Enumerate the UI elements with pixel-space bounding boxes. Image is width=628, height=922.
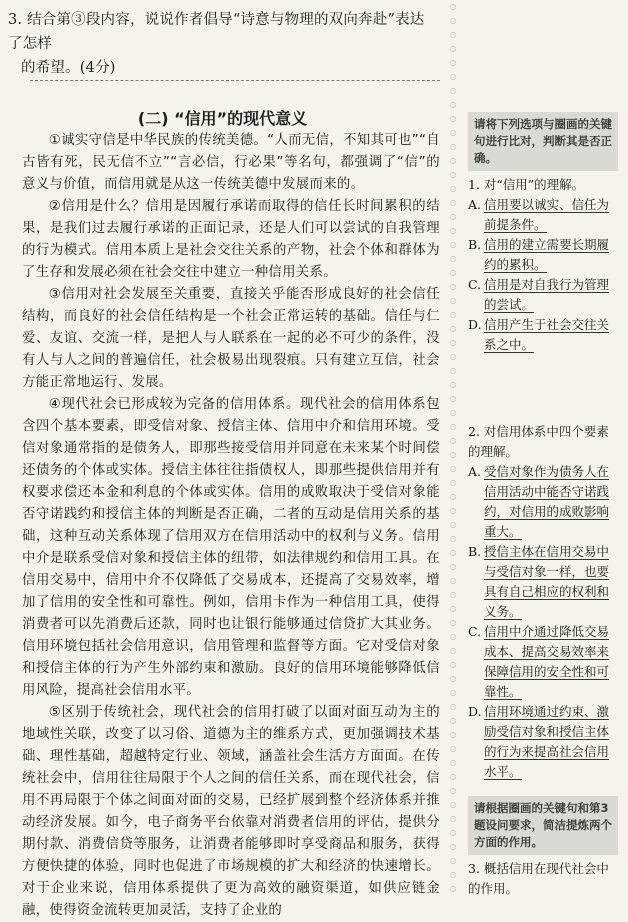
sidebar-block-1 xyxy=(468,112,618,355)
question-1-option-d: D. 信用产生于社会交往关系之中。 xyxy=(468,317,610,352)
article-body xyxy=(22,130,440,922)
paragraph-1: ①诚实守信是中华民族的传统美德。“人而无信，不知其可也”“自古皆有死，民无信不立”“言必信，行必果”等名句，都强调了“信”的意义与价值，而信用就是从这一传统美德中发展而来的。 xyxy=(22,133,440,192)
article-title: (二) “信用”的现代意义 xyxy=(137,109,308,128)
paragraph-3: ③信用对社会发展至关重要，直接关乎能否形成良好的社会信任结构，而良好的社会信任结构是一个社会正常运转的基础。信任与仁爱、友谊、交流一样，是把人与人联系在一起的必不可少的条件，没有人与人之间的普遍信任，社会极易出现裂痕。只有建立互信，社会方能正常地运行、发展。 xyxy=(22,287,440,390)
tip-box-1: 请将下列选项与圈画的关键句进行比对，判断其是否正确。 xyxy=(468,112,618,171)
column-divider xyxy=(447,0,459,894)
top-question xyxy=(8,8,438,80)
question-1-stem: 1. 对“信用”的理解。 xyxy=(468,177,585,192)
question-1-option-a: A. 信用要以诚实、信任为前提条件。 xyxy=(468,197,610,232)
top-question-line2: 的希望。(4分) xyxy=(21,60,116,76)
question-2-option-c: C. 信用中介通过降低交易成本、提高交易效率来保障信用的安全性和可靠性。 xyxy=(468,624,610,699)
question-1-option-c: C. 信用是对自我行为管理的尝试。 xyxy=(468,277,610,312)
question-2-stem: 2. 对信用体系中四个要素的理解。 xyxy=(468,424,609,459)
paragraph-2: ②信用是什么？信用是因履行承诺而取得的信任长时间累积的结果，是我们过去履行承诺的正面记录，还是人们可以尝试的自我管理的行为模式。信用本质上是社会交往关系的产物，社会个体和群体为了生存和发展必须在社会交往中建立一种信用关系。 xyxy=(22,199,440,280)
question-2-option-a: A. 受信对象作为债务人在信用活动中能否守诺践约，对信用的成败影响重大。 xyxy=(468,464,610,539)
paragraph-4: ④现代社会已形成较为完备的信用体系。现代社会的信用体系包含四个基本要素，即受信对象、授信主体、信用中介和信用环境。受信对象通常指的是债务人，即那些接受信用并同意在未来某个时间偿还债务的个体或实体。授信主体往往指债权人，即那些提供信用并有权要求偿还本金和利息的个体或实体。信用的成败取决于受信对象能否守诺践约和授信主体的判断是否正确，二者的互动是信用关系的基础，这种互动关系体现了信用双方在信用活动中的权利与义务。信用中介是联系受信对象和授信主体的纽带，如法律规约和信用工具。在信用交易中，信用中介不仅降低了交易成本，还提高了交易效率，增加了信用的安全性和可靠性。例如，信用卡作为一种信用工具，使得消费者可以先消费后还款，同时也让银行能够通过信贷扩大其业务。信用环境包括社会信用意识，信用管理和监督等方面。它对受信对象和授信主体的行为产生外部约束和激励。良好的信用环境能够降低信用风险，提高社会信用水平。 xyxy=(22,397,440,698)
top-question-line1: 3. 结合第③段内容，说说作者倡导“诗意与物理的双向奔赴”表达了怎样 xyxy=(8,12,425,52)
question-1-option-b: B. 信用的建立需要长期履约的累积。 xyxy=(468,237,610,272)
section-divider xyxy=(30,80,440,81)
question-3-stem: 3. 概括信用在现代社会中的作用。 xyxy=(468,861,609,896)
question-2-option-b: B. 授信主体在信用交易中与受信对象一样，也要具有自己相应的权利和义务。 xyxy=(468,544,610,619)
tip-box-2: 请根据圈画的关键句和第3题设问要求，简洁提炼两个方面的作用。 xyxy=(468,796,618,855)
paragraph-5: ⑤区别于传统社会，现代社会的信用打破了以面对面互动为主的地域性关联，改变了以习俗、道德为主的维系方式，更加强调技术基础、理性基础，超越特定行业、领域，涵盖社会生活方方面面。在传统社会中，信用往往局限于个人之间的信任关系，而在现代社会，信用不再局限于个体之间面对面的交易，已经扩展到整个经济体系并推动经济发展。如今，电子商务平台依靠对消费者信用的评估，提供分期付款、消费信贷等服务，让消费者能够即时享受商品和服务，获得方便快捷的体验，同时也促进了市场规模的扩大和经济的快速增长。对于企业来说，信用体系提供了更为高效的融资渠道，如供应链金融，使得资金流转更加灵活，支持了企业的 xyxy=(22,705,440,918)
sidebar-block-3 xyxy=(468,796,618,899)
sidebar-block-2 xyxy=(468,418,618,782)
question-2-option-d: D. 信用环境通过约束、激励受信对象和授信主体的行为来提高社会信用水平。 xyxy=(468,704,610,779)
